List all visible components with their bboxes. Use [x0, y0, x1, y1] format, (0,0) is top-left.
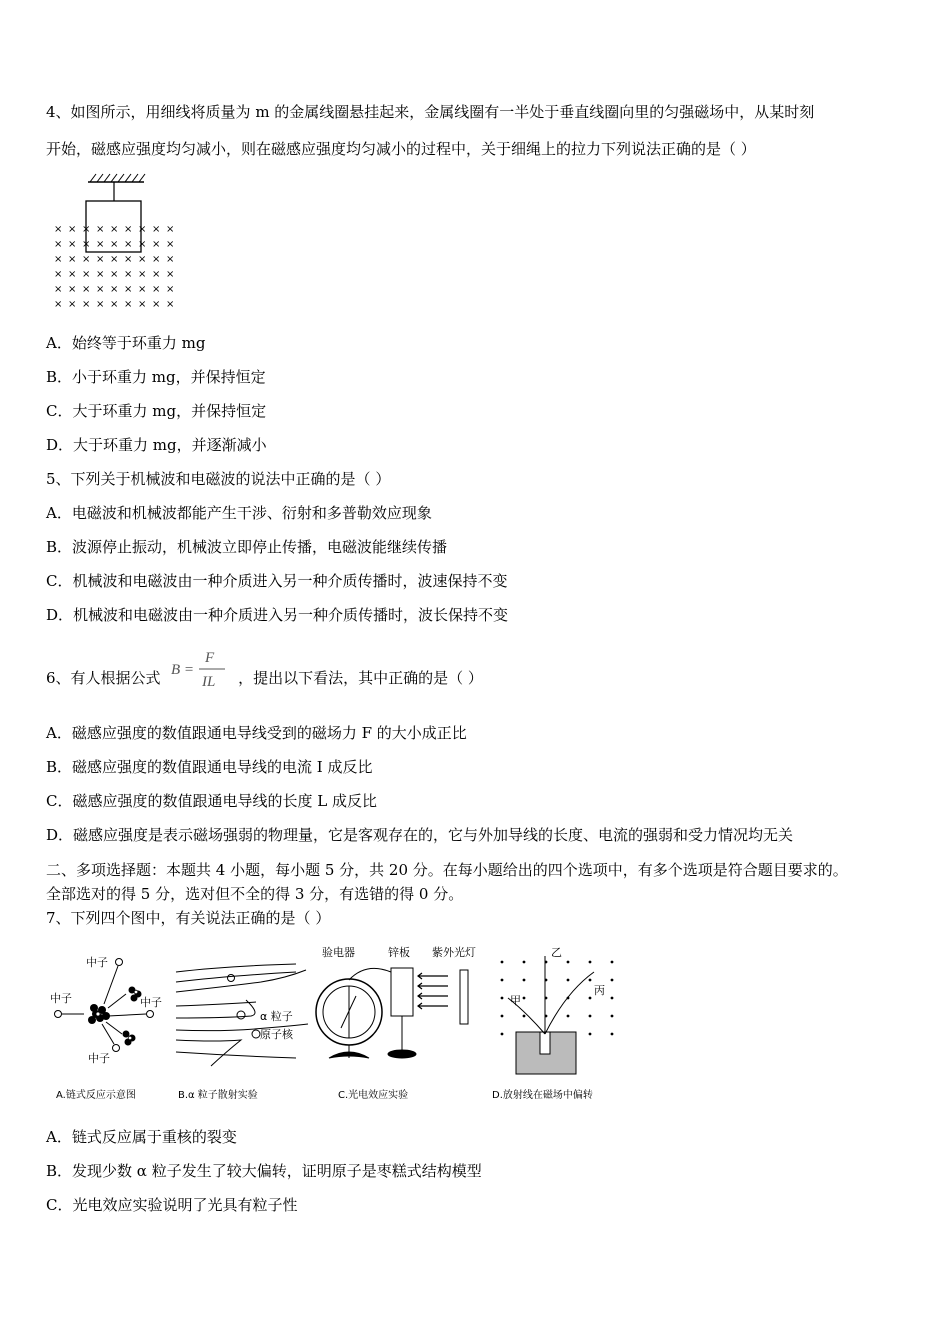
field-mark: ×	[110, 284, 119, 295]
q6-option-c: C．磁感应强度的数值跟通电导线的长度 L 成反比	[46, 792, 377, 810]
field-mark: ×	[82, 299, 91, 310]
field-mark: ×	[166, 254, 175, 265]
q5-option-b: B．波源停止振动，机械波立即停止传播，电磁波能继续传播	[46, 538, 448, 556]
figure-b-alpha-scattering	[176, 964, 308, 1101]
q6-stem	[46, 648, 483, 710]
q4-stem-line2: 开始，磁感应强度均匀减小，则在磁感应强度均匀减小的过程中，关于细绳上的拉力下列说法正确的是（ ）	[46, 140, 756, 158]
formula-numerator: F	[205, 650, 215, 666]
field-mark: ×	[110, 269, 119, 280]
field-dot	[501, 997, 504, 1000]
field-mark: ×	[124, 254, 133, 265]
fig-a-neutron-bottom: 中子	[88, 1052, 110, 1065]
field-dot	[611, 1033, 614, 1036]
fig-a-neutron-right: 中子	[140, 996, 162, 1009]
fig-d-yi: 乙	[551, 946, 562, 959]
field-mark: ×	[124, 269, 133, 280]
field-mark: ×	[152, 284, 161, 295]
field-mark: ×	[68, 254, 77, 265]
field-mark: ×	[166, 224, 175, 235]
field-dot	[589, 1015, 592, 1018]
q7-four-figures	[46, 942, 618, 1106]
field-mark: ×	[138, 284, 147, 295]
field-mark: ×	[82, 269, 91, 280]
field-dot	[523, 997, 526, 1000]
field-mark: ×	[166, 299, 175, 310]
field-dot	[567, 961, 570, 964]
q4-option-a: A．始终等于环重力 mg	[46, 334, 206, 352]
field-mark: ×	[110, 239, 119, 250]
field-mark: ×	[166, 239, 175, 250]
field-dot	[589, 961, 592, 964]
field-mark: ×	[82, 254, 91, 265]
figure-d-radiation-deflection	[492, 946, 613, 1101]
hanging-coil-figure	[46, 168, 186, 318]
q5-option-c: C．机械波和电磁波由一种介质进入另一种介质传播时，波速保持不变	[46, 572, 508, 590]
field-dot	[567, 979, 570, 982]
field-mark: ×	[54, 239, 63, 250]
field-mark: ×	[68, 299, 77, 310]
fig-d-caption: D.放射线在磁场中偏转	[492, 1090, 593, 1101]
field-mark: ×	[138, 224, 147, 235]
fig-a-neutron-top: 中子	[86, 956, 108, 969]
formula-graphic	[169, 648, 229, 692]
q7-option-c: C．光电效应实验说明了光具有粒子性	[46, 1196, 298, 1214]
field-mark: ×	[152, 299, 161, 310]
field-mark: ×	[68, 269, 77, 280]
field-dot	[501, 961, 504, 964]
field-mark: ×	[54, 284, 63, 295]
q6-stem-before: 6、有人根据公式	[46, 669, 161, 687]
field-mark: ×	[152, 269, 161, 280]
q4-option-c: C．大于环重力 mg，并保持恒定	[46, 402, 267, 420]
q4-option-b: B．小于环重力 mg，并保持恒定	[46, 368, 266, 386]
fig-b-alpha-label: α 粒子	[260, 1010, 293, 1023]
fig-a-neutron-left: 中子	[50, 992, 72, 1005]
field-dot	[589, 1033, 592, 1036]
q7-option-b: B．发现少数 α 粒子发生了较大偏转，证明原子是枣糕式结构模型	[46, 1162, 482, 1180]
figure-c-photoelectric	[316, 945, 476, 1101]
field-mark: ×	[54, 224, 63, 235]
q6-option-d: D．磁感应强度是表示磁场强弱的物理量，它是客观存在的，它与外加导线的长度、电流的强弱和受力情况均无关	[46, 826, 794, 844]
field-mark: ×	[96, 299, 105, 310]
field-dot	[501, 979, 504, 982]
field-dot	[501, 1033, 504, 1036]
fig-c-electroscope-label: 验电器	[322, 946, 355, 959]
fig-d-jia: 甲	[510, 994, 521, 1007]
q6-option-b: B．磁感应强度的数值跟通电导线的电流 I 成反比	[46, 758, 373, 776]
ceiling-hatch	[88, 174, 145, 182]
formula-denominator: IL	[202, 674, 216, 690]
field-dot	[567, 1015, 570, 1018]
field-mark: ×	[138, 254, 147, 265]
fig-b-caption: B.α 粒子散射实验	[178, 1090, 258, 1101]
field-mark: ×	[152, 254, 161, 265]
field-dot	[523, 979, 526, 982]
q6-option-a: A．磁感应强度的数值跟通电导线受到的磁场力 F 的大小成正比	[46, 724, 467, 742]
q5-option-a: A．电磁波和机械波都能产生干涉、衍射和多普勒效应现象	[46, 504, 432, 522]
q6-stem-after: ，提出以下看法，其中正确的是（ ）	[238, 669, 483, 687]
field-dot	[523, 1015, 526, 1018]
formula-lhs: B =	[171, 662, 195, 678]
field-mark: ×	[68, 224, 77, 235]
field-dot	[611, 979, 614, 982]
field-mark: ×	[152, 224, 161, 235]
field-mark: ×	[166, 284, 175, 295]
field-mark: ×	[54, 254, 63, 265]
field-mark: ×	[124, 299, 133, 310]
field-mark: ×	[166, 269, 175, 280]
section2-line1: 二、多项选择题：本题共 4 小题，每小题 5 分，共 20 分。在每小题给出的四个选项中，有多个选项是符合题目要求的。	[46, 861, 848, 879]
q4-stem-line1: 4、如图所示，用细线将质量为 m 的金属线圈悬挂起来，金属线圈有一半处于垂直线圈向里的匀强磁场中，从某时刻	[46, 103, 815, 121]
fig-c-zinc-label: 锌板	[388, 946, 410, 959]
fig-b-nucleus-label: 原子核	[260, 1028, 293, 1041]
field-dot	[523, 961, 526, 964]
field-dot	[611, 997, 614, 1000]
field-mark: ×	[110, 224, 119, 235]
fig-a-caption: A.链式反应示意图	[56, 1090, 136, 1101]
field-dot	[501, 1015, 504, 1018]
field-mark: ×	[110, 254, 119, 265]
fig-c-caption: C.光电效应实验	[338, 1090, 409, 1101]
field-mark: ×	[96, 224, 105, 235]
fig-d-bing: 丙	[594, 984, 605, 997]
field-mark: ×	[96, 284, 105, 295]
field-mark: ×	[54, 269, 63, 280]
magnetic-field-marks	[54, 224, 174, 310]
field-mark: ×	[124, 239, 133, 250]
field-mark: ×	[110, 299, 119, 310]
field-mark: ×	[124, 284, 133, 295]
field-mark: ×	[82, 284, 91, 295]
field-mark: ×	[54, 299, 63, 310]
field-mark: ×	[138, 269, 147, 280]
field-mark: ×	[138, 299, 147, 310]
q7-option-a: A．链式反应属于重核的裂变	[46, 1128, 237, 1146]
section2-line2: 全部选对的得 5 分，选对但不全的得 3 分，有选错的得 0 分。	[46, 885, 464, 903]
field-mark: ×	[68, 284, 77, 295]
field-dot	[589, 997, 592, 1000]
figure-a-chain-reaction	[50, 955, 162, 1101]
field-mark: ×	[138, 239, 147, 250]
field-mark: ×	[124, 224, 133, 235]
field-mark: ×	[68, 239, 77, 250]
field-mark: ×	[96, 269, 105, 280]
q5-option-d: D．机械波和电磁波由一种介质进入另一种介质传播时，波长保持不变	[46, 606, 509, 624]
field-mark: ×	[96, 239, 105, 250]
field-mark: ×	[82, 239, 91, 250]
field-mark: ×	[96, 254, 105, 265]
field-dot	[611, 961, 614, 964]
q7-stem: 7、下列四个图中，有关说法正确的是（ ）	[46, 909, 331, 927]
q5-stem: 5、下列关于机械波和电磁波的说法中正确的是（ ）	[46, 470, 391, 488]
formula-b-equals-f-over-il	[169, 648, 229, 710]
field-dot	[589, 979, 592, 982]
field-dot	[611, 1015, 614, 1018]
field-mark: ×	[152, 239, 161, 250]
q4-option-d: D．大于环重力 mg，并逐渐减小	[46, 436, 267, 454]
fig-c-uv-label: 紫外光灯	[432, 946, 476, 959]
field-mark: ×	[82, 224, 91, 235]
